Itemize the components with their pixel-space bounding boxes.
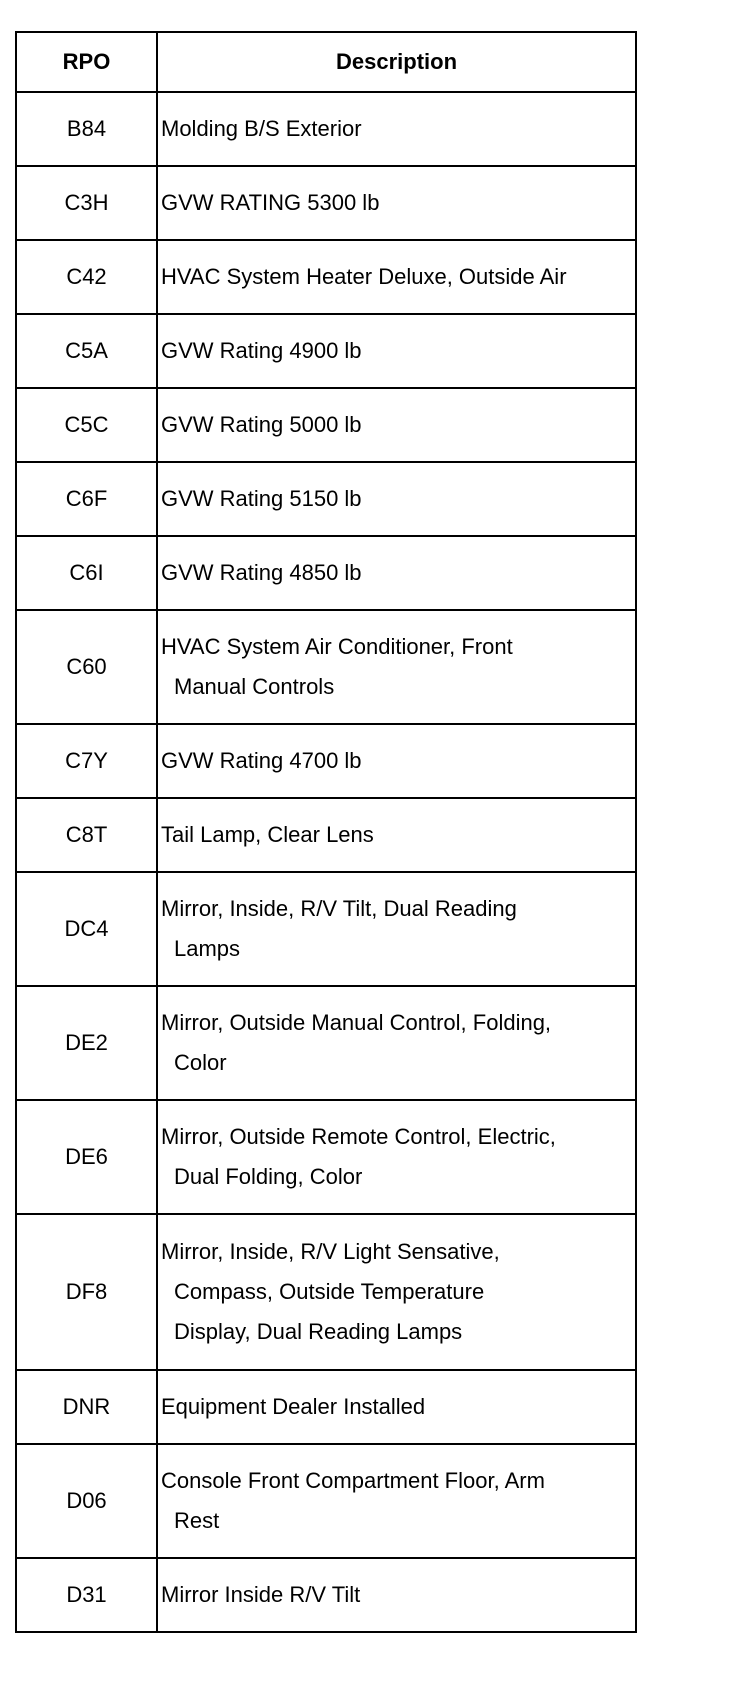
table-body bbox=[16, 92, 636, 1632]
header-description: Description bbox=[157, 32, 636, 92]
rpo-description bbox=[157, 724, 636, 798]
rpo-description bbox=[157, 1100, 636, 1214]
rpo-description bbox=[157, 1214, 636, 1370]
table-row bbox=[16, 1100, 636, 1214]
description-line: Manual Controls bbox=[174, 674, 335, 699]
description-line: GVW Rating 5000 lb bbox=[161, 412, 362, 437]
rpo-code: DNR bbox=[16, 1370, 157, 1444]
description-line: GVW Rating 4900 lb bbox=[161, 338, 362, 363]
table-row bbox=[16, 388, 636, 462]
rpo-code: C5C bbox=[16, 388, 157, 462]
description-line: HVAC System Heater Deluxe, Outside Air bbox=[161, 264, 567, 289]
rpo-description bbox=[157, 536, 636, 610]
rpo-code: DC4 bbox=[16, 872, 157, 986]
rpo-code: C6F bbox=[16, 462, 157, 536]
description-line: Compass, Outside Temperature bbox=[174, 1279, 485, 1304]
description-line: Equipment Dealer Installed bbox=[161, 1394, 426, 1419]
table-row bbox=[16, 462, 636, 536]
rpo-description bbox=[157, 166, 636, 240]
rpo-code: D31 bbox=[16, 1558, 157, 1632]
rpo-code: C8T bbox=[16, 798, 157, 872]
rpo-description bbox=[157, 798, 636, 872]
rpo-description bbox=[157, 610, 636, 724]
rpo-description bbox=[157, 1444, 636, 1558]
table-header-row bbox=[16, 32, 636, 92]
description-line: Console Front Compartment Floor, Arm bbox=[161, 1468, 545, 1493]
rpo-code: DF8 bbox=[16, 1214, 157, 1370]
description-line: Mirror, Inside, R/V Tilt, Dual Reading bbox=[161, 896, 517, 921]
rpo-description bbox=[157, 388, 636, 462]
rpo-code: C7Y bbox=[16, 724, 157, 798]
rpo-code: D06 bbox=[16, 1444, 157, 1558]
table-row bbox=[16, 610, 636, 724]
table-row bbox=[16, 92, 636, 166]
description-line: HVAC System Air Conditioner, Front bbox=[161, 634, 513, 659]
table-row bbox=[16, 536, 636, 610]
description-line: GVW RATING 5300 lb bbox=[161, 190, 380, 215]
table-row bbox=[16, 986, 636, 1100]
rpo-description bbox=[157, 314, 636, 388]
rpo-code: C3H bbox=[16, 166, 157, 240]
table-row bbox=[16, 240, 636, 314]
rpo-code: C42 bbox=[16, 240, 157, 314]
description-line: Rest bbox=[174, 1508, 220, 1533]
description-line: Molding B/S Exterior bbox=[161, 116, 362, 141]
table-row bbox=[16, 724, 636, 798]
description-line: GVW Rating 4850 lb bbox=[161, 560, 362, 585]
description-line: Mirror Inside R/V Tilt bbox=[161, 1582, 361, 1607]
table-row bbox=[16, 872, 636, 986]
rpo-description bbox=[157, 462, 636, 536]
description-line: GVW Rating 4700 lb bbox=[161, 748, 362, 773]
table-row bbox=[16, 798, 636, 872]
table-row bbox=[16, 1214, 636, 1370]
description-line: Mirror, Outside Remote Control, Electric, bbox=[161, 1124, 556, 1149]
rpo-code: C5A bbox=[16, 314, 157, 388]
header-rpo: RPO bbox=[16, 32, 157, 92]
description-line: Mirror, Outside Manual Control, Folding, bbox=[161, 1010, 552, 1035]
rpo-description bbox=[157, 872, 636, 986]
rpo-table bbox=[15, 31, 637, 1633]
rpo-code: C60 bbox=[16, 610, 157, 724]
rpo-description bbox=[157, 1370, 636, 1444]
description-line: Lamps bbox=[174, 936, 241, 961]
rpo-description bbox=[157, 92, 636, 166]
rpo-code: C6I bbox=[16, 536, 157, 610]
table-row bbox=[16, 1370, 636, 1444]
description-line: Display, Dual Reading Lamps bbox=[174, 1319, 463, 1344]
table-row bbox=[16, 166, 636, 240]
description-line: Mirror, Inside, R/V Light Sensative, bbox=[161, 1239, 500, 1264]
description-line: GVW Rating 5150 lb bbox=[161, 486, 362, 511]
table-row bbox=[16, 1444, 636, 1558]
rpo-description bbox=[157, 240, 636, 314]
description-line: Color bbox=[174, 1050, 227, 1075]
description-line: Dual Folding, Color bbox=[174, 1164, 363, 1189]
description-line: Tail Lamp, Clear Lens bbox=[161, 822, 374, 847]
rpo-code: DE2 bbox=[16, 986, 157, 1100]
table-row bbox=[16, 1558, 636, 1632]
table-row bbox=[16, 314, 636, 388]
rpo-code: B84 bbox=[16, 92, 157, 166]
rpo-code: DE6 bbox=[16, 1100, 157, 1214]
rpo-description bbox=[157, 1558, 636, 1632]
rpo-description bbox=[157, 986, 636, 1100]
